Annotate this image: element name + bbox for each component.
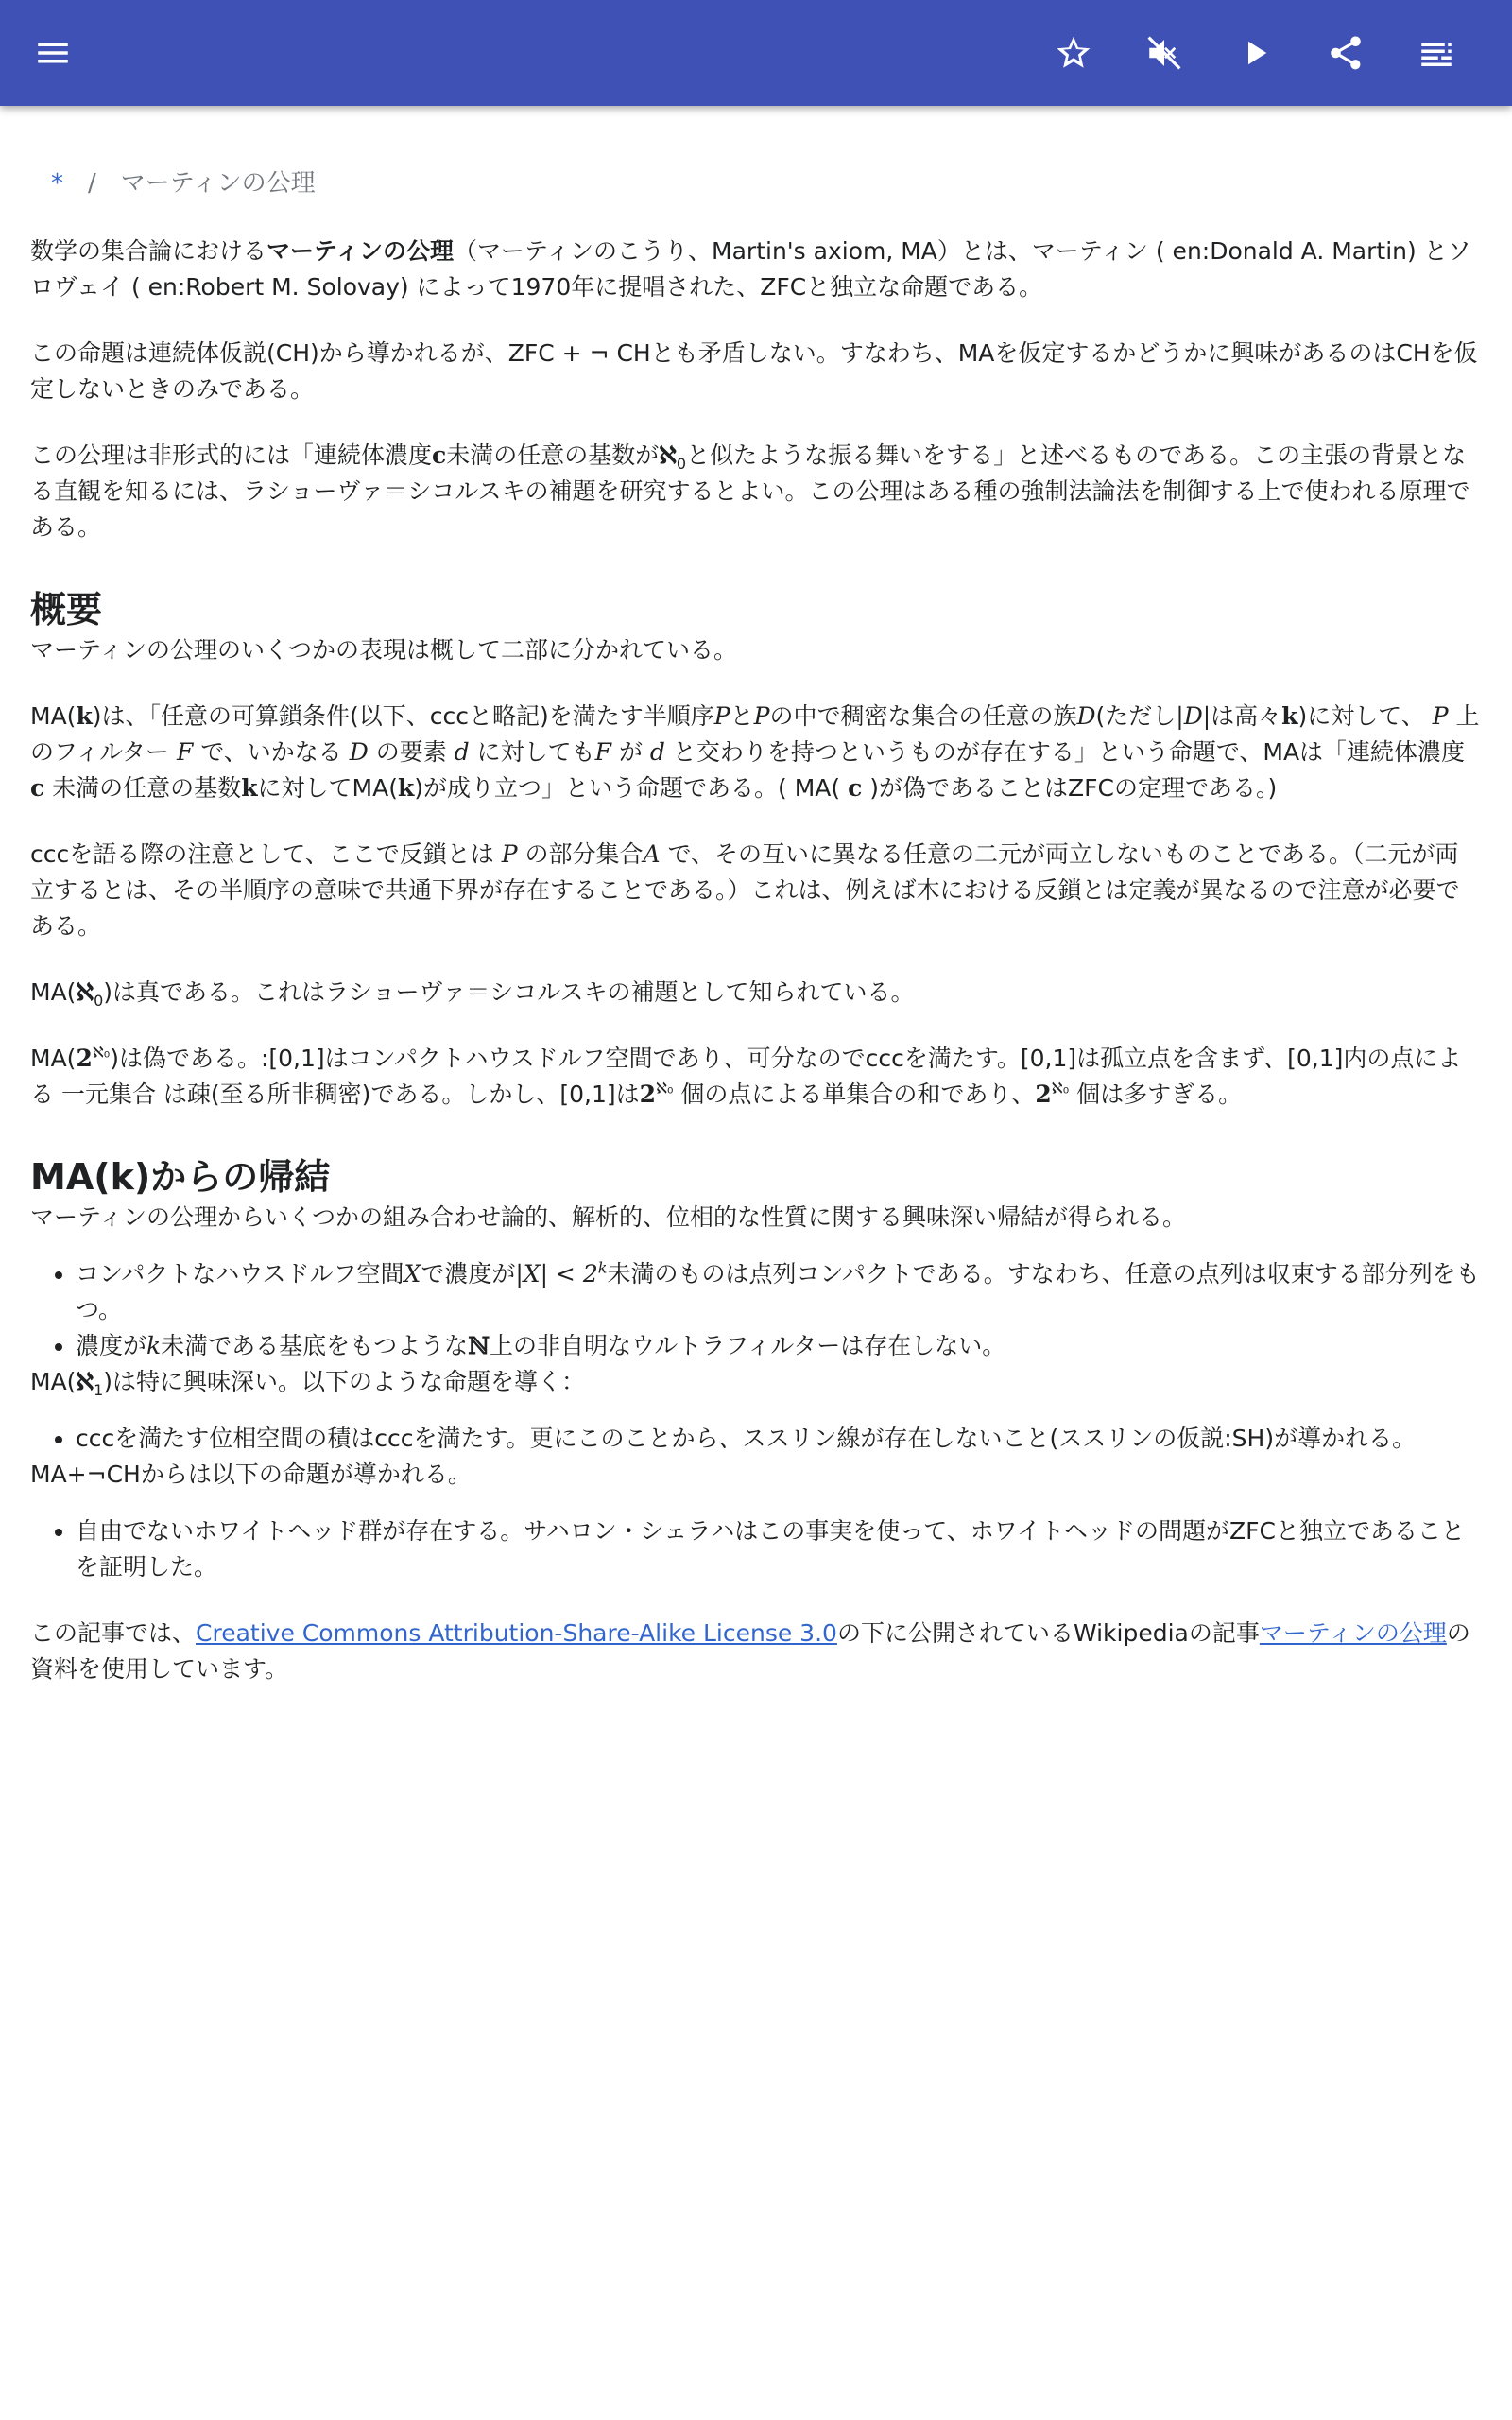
consequences-paragraph-3: MA+¬CHからは以下の命題が導かれる。	[30, 1461, 472, 1488]
play-button[interactable]	[1225, 23, 1285, 83]
intro-paragraph-2: この命題は連続体仮説(CH)から導かれるが、ZFC + ¬ CHとも矛盾しない。すなわち、MAを仮定するかどうかに興味があるのはCHを仮定しないときのみである。	[30, 339, 1478, 403]
list-item: • cccを満たす位相空間の積はcccを満たす。更にこのことから、ススリン線が存在しないこと(ススリンの仮説:SH)が導かれる。	[76, 1421, 1482, 1457]
breadcrumb-current: マーティンの公理	[120, 169, 316, 198]
overview-paragraph-5: $MA(2^{ℵ_0})$は偽である。:[0,1]はコンパクトハウスドルフ空間であり、可分なのでcccを満たす。[0,1]は孤立点を含まず、[0,1]内の点による 一元集合 は疎(至る所非稠密)である。しかし、[0,1]は$2^{ℵ_0}$ 個の点による単集合の和であり、$2^{ℵ_0}$ 個は多すぎる。	[30, 1043, 1462, 1108]
license-footer: この記事では、Creative Commons Attribution-Share-Alike License 3.0の下に公開されているWikipediaの記事マーティンの公理の資料を使用しています。	[30, 1619, 1470, 1683]
list-item: • 自由でないホワイトヘッド群が存在する。サハロン・シェラハはこの事実を使って、ホワイトヘッドの問題がZFCと独立であることを証明した。	[76, 1513, 1482, 1585]
share-button[interactable]	[1315, 23, 1376, 83]
playlist-icon	[1417, 33, 1456, 73]
overview-paragraph-3: cccを語る際の注意として、ここで反鎖とは P の部分集合A で、その互いに異なる任意の二元が両立しないものことである。（二元が両立するとは、その半順序の意味で共通下界が存在することである。）これは、例えば木における反鎖とは定義が異なるので注意が必要である。	[30, 840, 1460, 940]
breadcrumb	[30, 165, 1482, 201]
list-item: • コンパクトなハウスドルフ空間Xで濃度が$|X| < 2^k$未満のものは点列コンパクトである。すなわち、任意の点列は収束する部分列をもつ。	[76, 1256, 1482, 1328]
menu-button[interactable]	[23, 23, 83, 83]
overview-paragraph-2: MA(k)は、「任意の可算鎖条件(以下、cccと略記)を満たす半順序PとPの中で稠密な集合の任意の族D(ただし|D|は高々k)に対して、 P 上のフィルター F で、いかなる D の要素 d に対してもF が d と交わりを持つというものが存在する」という命題で、MAは「連続体濃度 c 未満の任意の基数kに対してMA(k)が成り立つ」という命題である。( MA( c )が偽であることはZFCの定理である。)	[30, 702, 1480, 802]
intro-paragraph-3: この公理は非形式的には「連続体濃度c未満の任意の基数がℵ$_0$と似たような振る舞いをする」と述べるものである。この主張の背景となる直観を知るには、ラショーヴァ＝シコルスキの補題を研究するとよい。この公理はある種の強制法論法を制御する上で使われる原理である。	[30, 441, 1470, 541]
wikipedia-article-link[interactable]: マーティンの公理	[1259, 1619, 1447, 1647]
breadcrumb-separator: /	[88, 169, 96, 198]
consequences-paragraph-1: マーティンの公理からいくつかの組み合わせ論的、解析的、位相的な性質に関する興味深い帰結が得られる。	[30, 1203, 1187, 1231]
consequences-list-2	[30, 1421, 1482, 1457]
playlist-button[interactable]	[1406, 23, 1467, 83]
overview-paragraph-1: マーティンの公理のいくつかの表現は概して二部に分かれている。	[30, 636, 738, 664]
overview-paragraph-4: MA(ℵ$_0$)は真である。これはラショーヴァ＝シコルスキの補題として知られている。	[30, 978, 915, 1010]
mute-button[interactable]	[1134, 23, 1194, 83]
license-link[interactable]: Creative Commons Attribution-Share-Alike License 3.0	[196, 1619, 837, 1647]
volume-off-icon	[1144, 33, 1184, 73]
list-item: • 濃度がk未満である基底をもつようなℕ上の非自明なウルトラフィルターは存在しない。	[76, 1328, 1482, 1364]
favorite-button[interactable]	[1043, 23, 1104, 83]
consequences-paragraph-2: MA(ℵ$_1$)は特に興味深い。以下のような命題を導く：	[30, 1368, 586, 1399]
consequences-list-3	[30, 1513, 1482, 1585]
article-term: マーティンの公理	[266, 237, 455, 265]
app-bar	[0, 0, 1512, 106]
play-icon	[1235, 33, 1275, 73]
section-heading-overview: 概要	[30, 589, 103, 631]
star-outline-icon	[1054, 33, 1093, 73]
article-content	[30, 165, 1482, 1718]
breadcrumb-home[interactable]: *	[51, 169, 63, 198]
section-heading-consequences: MA(k)からの帰結	[30, 1156, 331, 1198]
hamburger-menu-icon	[33, 33, 73, 73]
share-icon	[1326, 33, 1366, 73]
intro-paragraph-1: 数学の集合論におけるマーティンの公理（マーティンのこうり、Martin's axiom, MA）とは、マーティン ( en:Donald A. Martin) とソロヴェイ ( en:Robert M. Solovay) によって1970年に提唱された、ZFCと独立な命題である。	[30, 237, 1471, 301]
consequences-list-1	[30, 1256, 1482, 1364]
